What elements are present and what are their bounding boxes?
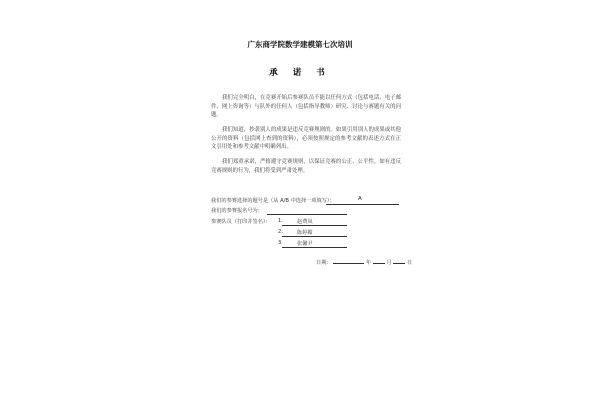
member-line-3 [282, 247, 347, 248]
member-number-1: 1. [278, 218, 283, 224]
school-line [267, 207, 347, 215]
problem-choice-value: A [358, 196, 362, 202]
date-year-label: 年 [365, 260, 372, 266]
member-line-2 [282, 236, 347, 237]
school-label: 我们的参赛报名号为： [211, 208, 263, 214]
document-title: 承 诺 书 [269, 68, 331, 78]
date-month-blank [373, 258, 385, 264]
problem-choice-line [326, 197, 399, 205]
date-day-label: 日 [406, 260, 413, 266]
date-day-blank [393, 258, 405, 264]
member-number-2: 2. [278, 229, 283, 235]
member-name-2: 陈婷媚 [297, 230, 313, 236]
problem-choice-label: 我们的参赛选择的题号是（从 A/B 中选择一项填写）： [211, 198, 335, 204]
date-row [316, 258, 412, 266]
document-header: 广东商学院数学建模第七次培训 [247, 40, 353, 49]
date-month-label: 月 [386, 260, 392, 266]
date-label: 日期： [316, 260, 332, 266]
member-number-3: 3. [278, 240, 283, 246]
member-name-3: 张馨尹 [297, 241, 313, 247]
paragraph-3: 我们郑重承诺，严格遵守竞赛规则，以保证竞赛的公正、公平性。如有违反竞赛规则的行为，我们将受到严肃处理。 [211, 159, 401, 174]
paragraph-2: 我们知道，抄袭别人的成果是违反竞赛规则的。如果引用别人的成果或其他公开的资料（包括网上查到的资料），必须按照规定的参考文献的表述方式在正文引用处和参考文献中明确列出。 [211, 127, 401, 151]
members-label: 参赛队员（打印并签名）： [211, 219, 271, 225]
member-name-1: 赵费凤 [297, 219, 313, 225]
date-year-blank [333, 258, 364, 264]
member-line-1 [282, 225, 347, 226]
paragraph-1: 我们完全明白，在竞赛开始后参赛队员不能以任何方式（包括电话、电子邮件、网上咨询等）与队外的任何人（包括指导教师）研究、讨论与赛题有关的问题。 [211, 95, 401, 119]
